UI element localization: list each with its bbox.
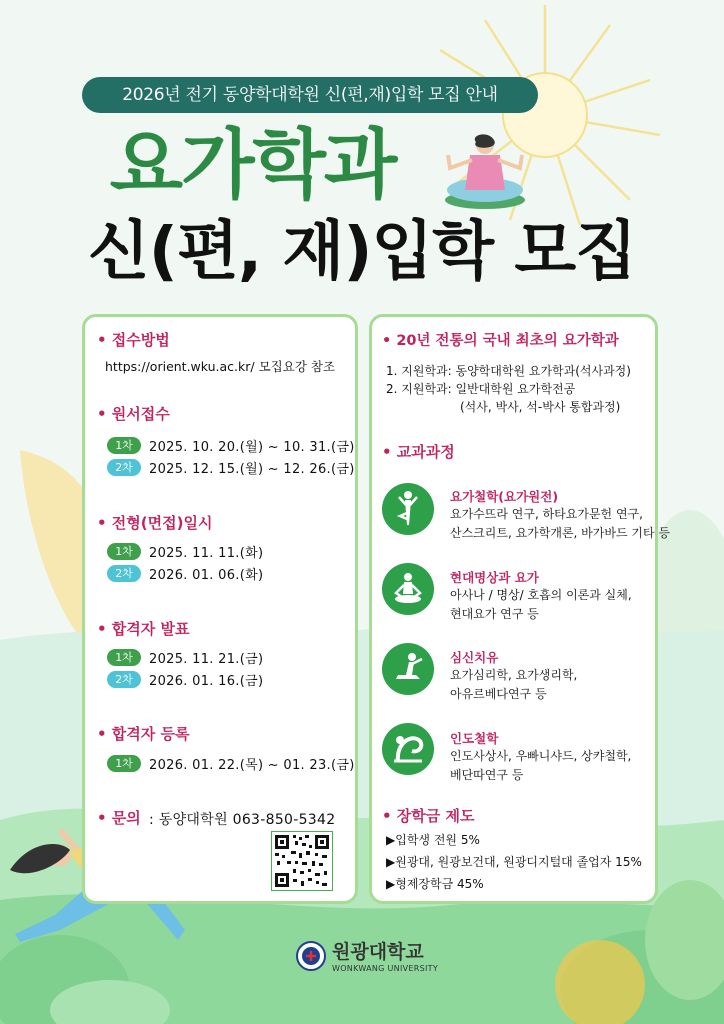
program-line-1: 1. 지원학과: 동양학대학원 요가학과(석사과정) [386,364,631,378]
right-info-card [369,314,670,904]
course-desc-line-2: 아유르베다연구 등 [450,687,547,701]
interview-date-round-1: 2025. 11. 11.(화) [149,546,264,561]
qr-code[interactable] [271,831,333,891]
page-title: 요가학과 [109,120,396,209]
round-2-badge: 2차 [107,671,141,688]
scholarship-item: ▶원광대, 원광보건대, 원광디지털대 졸업자 15% [386,855,642,869]
course-desc-line-1: 아사나 / 명상/ 호흡의 이론과 실체, [450,588,632,602]
application-url-text[interactable]: https://orient.wku.ac.kr/ 모집요강 참조 [105,359,336,374]
course-desc-line-1: 인도사상사, 우빠니샤드, 상캬철학, [450,749,632,763]
round-2-badge: 2차 [107,565,141,582]
course-desc-line-1: 요가수뜨라 연구, 하타요가문헌 연구, [450,507,643,521]
section-title-application-method: • 접수방법 [97,331,170,349]
announcement-date-round-1: 2025. 11. 21.(금) [149,652,264,667]
program-line-3: (석사, 박사, 석-박사 통합과정) [460,400,621,414]
section-title-program-history: • 20년 전통의 국내 최초의 요가학과 [382,333,619,349]
lotus-meditation-icon [382,563,434,615]
standing-tree-pose-icon [382,483,434,535]
course-title: 요가철학(요가원전) [450,489,559,504]
course-desc-line-2: 베단따연구 등 [450,768,524,782]
left-info-card [82,314,358,904]
backbend-pose-icon [382,723,434,775]
round-1-badge: 1차 [107,543,141,560]
course-desc-line-1: 요가심리학, 요가생리학, [450,668,578,682]
program-line-2: 2. 지원학과: 일반대학원 요가학전공 [386,382,576,396]
university-name-korean: 원광대학교 [332,941,424,963]
section-title-scholarship: • 장학금 제도 [382,807,475,825]
course-title: 인도철학 [450,731,499,746]
submission-date-round-2: 2025. 12. 15.(월) ~ 12. 26.(금) [149,462,355,477]
section-title-interview-date: • 전형(면접)일시 [97,514,213,532]
round-2-badge: 2차 [107,459,141,476]
announcement-date-round-2: 2026. 01. 16.(금) [149,674,264,689]
page-subtitle: 신(편, 재)입학 모집 [87,215,637,289]
course-desc-line-2: 산스크리트, 요가학개론, 바가바드 기타 등 [450,526,670,540]
section-title-registration: • 합격자 등록 [97,725,190,743]
contact-phone[interactable]: : 동양대학원 063-850-5342 [149,812,336,828]
scholarship-item: ▶형제장학금 45% [386,877,484,891]
submission-date-round-1: 2025. 10. 20.(월) ~ 10. 31.(금) [149,440,355,455]
course-desc-line-2: 현대요가 연구 등 [450,607,539,621]
round-1-badge: 1차 [107,649,141,666]
university-seal-icon [296,941,326,971]
round-1-badge: 1차 [107,755,141,772]
section-title-curriculum: • 교과과정 [382,443,455,461]
course-title: 심신치유 [450,650,499,665]
header-badge: 2026년 전기 동양학대학원 신(편,재)입학 모집 안내 [82,77,538,113]
seated-stretch-pose-icon [382,643,434,695]
university-name-english: WONKWANG UNIVERSITY [332,964,439,973]
round-1-badge: 1차 [107,437,141,454]
section-title-announcement: • 합격자 발표 [97,620,190,638]
course-title: 현대명상과 요가 [450,570,539,585]
registration-date-round-1: 2026. 01. 22.(목) ~ 01. 23.(금) [149,758,355,773]
interview-date-round-2: 2026. 01. 06.(화) [149,568,264,583]
contact-label: • 문의 [97,809,141,827]
scholarship-item: ▶입학생 전원 5% [386,833,480,847]
section-title-application-submission: • 원서접수 [97,405,170,423]
